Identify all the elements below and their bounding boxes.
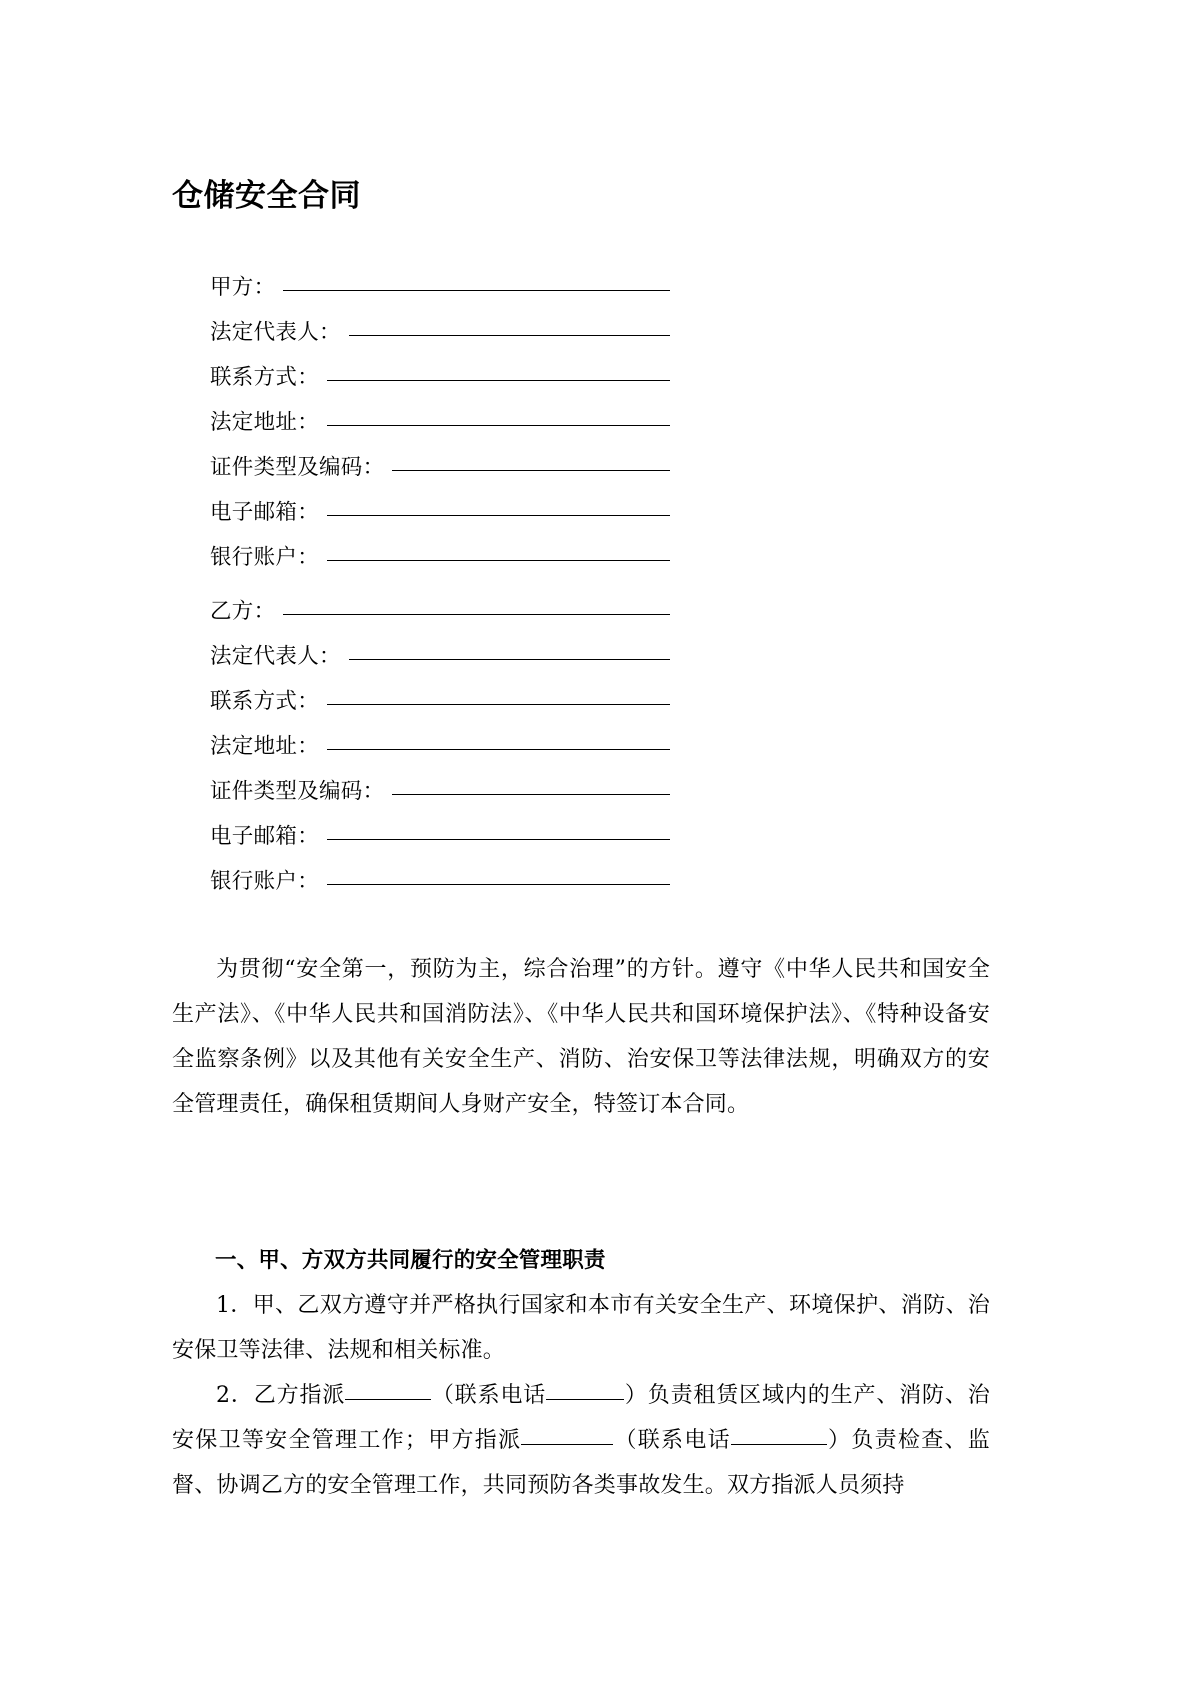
fill-in-rule[interactable] bbox=[327, 884, 670, 885]
field-label: 银行账户： bbox=[210, 869, 320, 894]
field-row-party-b-legal-representative bbox=[210, 646, 670, 691]
field-label: 证件类型及编码： bbox=[210, 455, 385, 480]
field-row-party-a-bank-account bbox=[210, 547, 670, 592]
field-row-party-b-name bbox=[210, 601, 670, 646]
clause-2-text-part-1: 2．乙方指派 bbox=[216, 1383, 346, 1408]
clause-2-blank-phone-a[interactable] bbox=[731, 1444, 827, 1445]
field-row-party-b-id-type-code bbox=[210, 781, 670, 826]
field-label: 法定代表人： bbox=[210, 320, 341, 345]
fill-in-rule[interactable] bbox=[327, 704, 670, 705]
fill-in-rule[interactable] bbox=[283, 614, 670, 615]
clause-2-blank-assignee-a[interactable] bbox=[521, 1444, 613, 1445]
clause-item-2 bbox=[172, 1373, 990, 1508]
fill-in-rule[interactable] bbox=[392, 794, 670, 795]
field-row-party-b-legal-address bbox=[210, 736, 670, 781]
field-row-party-b-bank-account bbox=[210, 871, 670, 916]
fill-in-rule[interactable] bbox=[392, 470, 670, 471]
field-label: 法定地址： bbox=[210, 734, 320, 759]
clause-2-text-part-4: （联系电话 bbox=[613, 1428, 731, 1453]
field-row-party-a-legal-address bbox=[210, 412, 670, 457]
fill-in-rule[interactable] bbox=[327, 749, 670, 750]
field-label: 电子邮箱： bbox=[210, 824, 320, 849]
party-b-information-block bbox=[210, 601, 670, 916]
field-label: 法定地址： bbox=[210, 410, 320, 435]
fill-in-rule[interactable] bbox=[327, 380, 670, 381]
fill-in-rule[interactable] bbox=[327, 515, 670, 516]
field-label: 电子邮箱： bbox=[210, 500, 320, 525]
clause-2-text-part-3: ）负责租赁区域内的生产、消防、治安保卫等安全管理工作；甲方指派 bbox=[172, 1383, 990, 1453]
field-row-party-a-contact bbox=[210, 367, 670, 412]
field-label: 联系方式： bbox=[210, 365, 320, 390]
fill-in-rule[interactable] bbox=[283, 290, 670, 291]
field-row-party-a-legal-representative bbox=[210, 322, 670, 367]
page-title: 仓储安全合同 bbox=[172, 178, 361, 214]
clause-2-blank-phone-b[interactable] bbox=[546, 1399, 624, 1400]
field-label: 法定代表人： bbox=[210, 644, 341, 669]
field-label: 证件类型及编码： bbox=[210, 779, 385, 804]
clause-2-blank-assignee-b[interactable] bbox=[345, 1399, 431, 1400]
party-a-information-block bbox=[210, 277, 670, 592]
field-row-party-a-id-type-code bbox=[210, 457, 670, 502]
field-label: 银行账户： bbox=[210, 545, 320, 570]
field-row-party-b-email bbox=[210, 826, 670, 871]
intro-paragraph: 为贯彻“安全第一，预防为主，综合治理”的方针。遵守《中华人民共和国安全生产法》、《中华人民共和国消防法》、《中华人民共和国环境保护法》、《特种设备安全监察条例》以及其他有关安全生产、消防、治安保卫等法律法规，明确双方的安全管理责任，确保租赁期间人身财产安全，特签订本合同。 bbox=[172, 957, 990, 1117]
field-row-party-a-email bbox=[210, 502, 670, 547]
field-row-party-a-name bbox=[210, 277, 670, 322]
field-label: 联系方式： bbox=[210, 689, 320, 714]
clause-2-text-part-5: ）负责检查、监督、协调乙方的安全管理工作，共同预防各类事故发生。双方指派人员须持 bbox=[172, 1428, 990, 1498]
clause-2-text-part-2: （联系电话 bbox=[431, 1383, 547, 1408]
fill-in-rule[interactable] bbox=[327, 839, 670, 840]
fill-in-rule[interactable] bbox=[327, 560, 670, 561]
fill-in-rule[interactable] bbox=[349, 335, 670, 336]
field-label: 乙方： bbox=[210, 599, 276, 624]
field-label: 甲方： bbox=[210, 275, 276, 300]
section-heading-one: 一、甲、方双方共同履行的安全管理职责 bbox=[215, 1248, 606, 1273]
fill-in-rule[interactable] bbox=[327, 425, 670, 426]
fill-in-rule[interactable] bbox=[349, 659, 670, 660]
field-row-party-b-contact bbox=[210, 691, 670, 736]
clause-item-1: 1．甲、乙双方遵守并严格执行国家和本市有关安全生产、环境保护、消防、治安保卫等法律、法规和相关标准。 bbox=[172, 1293, 990, 1363]
